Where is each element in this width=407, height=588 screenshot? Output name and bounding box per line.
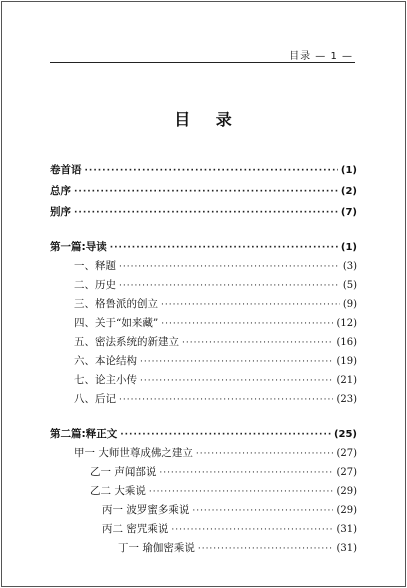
dot-leader [192,506,333,516]
toc-entry-label: 五、密法系统的新建立 [74,336,179,348]
dot-leader [119,395,333,405]
document-page [1,1,406,587]
toc-entry-label: 丙一 波罗蜜多乘说 [102,504,190,516]
dot-leader [159,468,333,478]
toc-entry[interactable] [74,296,357,312]
toc-entry[interactable] [74,391,357,407]
toc-entry-page: (31) [336,524,357,535]
toc-entry-label: 八、后记 [74,393,116,405]
toc-entry[interactable] [74,334,357,350]
toc-entry-page: (19) [336,356,357,367]
toc-entry[interactable] [90,483,357,499]
toc-entry-label: 三、格鲁派的创立 [74,298,158,310]
toc-entry-page: (2) [340,186,357,197]
toc-entry-page: (25) [333,429,357,440]
toc-entry-page: (1) [340,165,357,176]
toc-entry[interactable] [74,353,357,369]
toc-entry-page: (3) [342,261,357,272]
toc-entry-page: (16) [336,337,357,348]
dot-leader [74,208,338,218]
toc-entry[interactable] [74,277,357,293]
dot-leader [110,243,338,253]
toc-entry-label: 四、关于“如来藏” [74,317,159,329]
toc-entry-label: 第一篇:导读 [50,241,107,253]
toc-entry-preface[interactable] [50,162,357,178]
toc-entry-page: (12) [336,318,357,329]
toc-entry-label: 乙二 大乘说 [90,485,146,497]
toc-entry-page: (5) [342,280,357,291]
toc-entry[interactable] [102,502,357,518]
running-header: 目录 — 1 — [289,51,353,62]
toc-entry-page: (7) [340,207,357,218]
toc-entry-page: (27) [336,467,357,478]
toc-entry-label: 七、论主小传 [74,374,137,386]
toc-entry[interactable] [74,315,357,331]
dot-leader [149,487,334,497]
toc-entry-page: (1) [340,242,357,253]
dot-leader [140,357,333,367]
toc-entry[interactable] [74,372,357,388]
toc-entry-label: 二、历史 [74,279,116,291]
toc-entry-page: (31) [336,543,357,554]
dot-leader [196,449,334,459]
toc-entry-label: 丁一 瑜伽密乘说 [118,542,195,554]
dot-leader [161,300,340,310]
toc-entry[interactable] [90,464,357,480]
dot-leader [182,338,333,348]
dot-leader [140,376,333,386]
dot-leader [120,430,331,440]
header-rule [50,62,355,63]
dot-leader [171,525,333,535]
toc-entry-label: 卷首语 [50,164,82,176]
toc-entry-other-preface[interactable] [50,204,357,220]
dot-leader [198,544,334,554]
toc-entry-page: (29) [336,486,357,497]
toc-entry-general-preface[interactable] [50,183,357,199]
toc-entry-label: 总序 [50,185,71,197]
toc-entry-label: 六、本论结构 [74,355,137,367]
toc-entry-label: 第二篇:释正文 [50,428,118,440]
page-title: 目 录 [174,110,233,129]
dot-leader [74,187,338,197]
toc-entry-label: 别序 [50,206,71,218]
toc-entry[interactable] [74,258,357,274]
toc-part2-heading[interactable] [50,426,357,442]
toc-entry-label: 一、释题 [74,260,116,272]
toc-entry-label: 乙一 声闻部说 [90,466,157,478]
toc-entry-page: (23) [336,394,357,405]
dot-leader [161,319,333,329]
dot-leader [85,166,338,176]
toc-entry-page: (21) [336,375,357,386]
toc-entry-label: 甲一 大师世尊成佛之建立 [74,447,193,459]
dot-leader [119,281,340,291]
dot-leader [119,262,340,272]
toc-entry-page: (29) [336,505,357,516]
toc-entry-label: 丙二 密咒乘说 [102,523,169,535]
toc-entry-page: (27) [336,448,357,459]
toc-entry[interactable] [102,521,357,537]
toc-entry[interactable] [74,445,357,461]
toc-entry[interactable] [118,540,357,556]
toc-part1-heading[interactable] [50,239,357,255]
toc-entry-page: (9) [342,299,357,310]
